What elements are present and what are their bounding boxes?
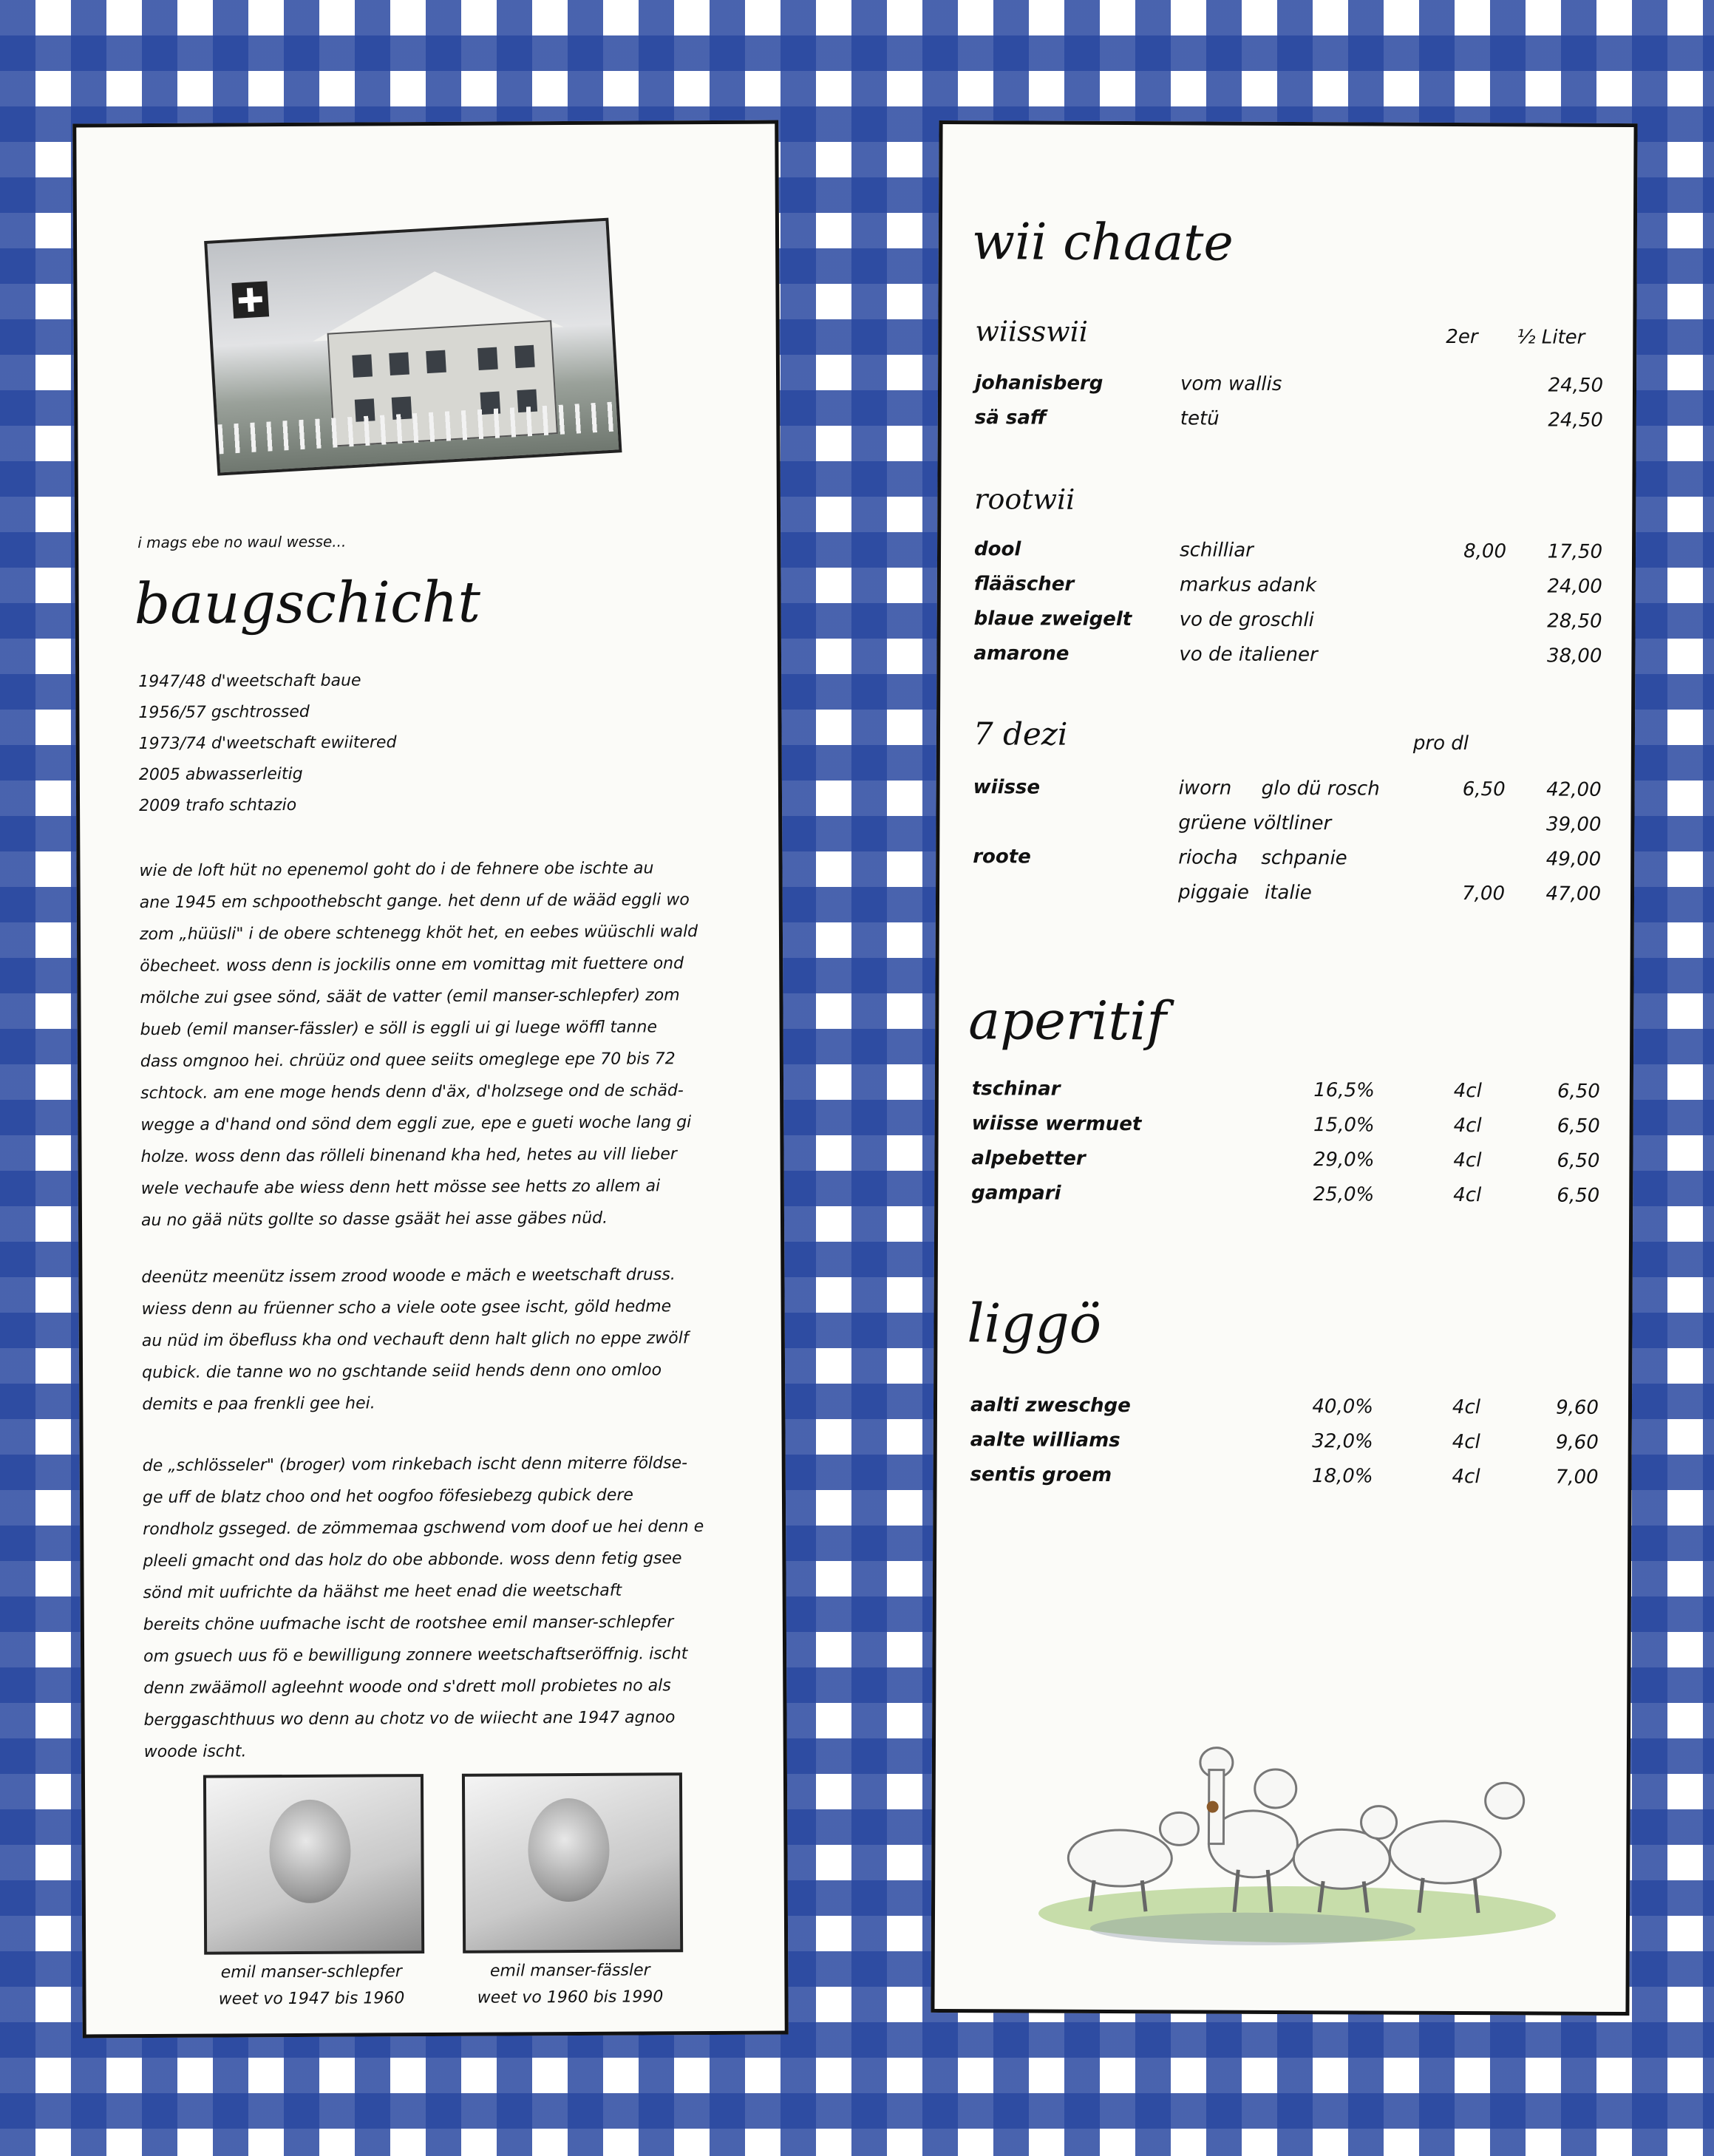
portrait-caption-1: emil manser-schlepfer weet vo 1947 bis 1960 xyxy=(218,1962,405,2009)
story-paragraph-1: wie de loft hüt no epenemol goht do i de fehnere obe ischte au ane 1945 em schpoothebscht gange. het denn uf de wääd eggli wo zom „hüüsli" i de obere schtenegg khöt het, en eebes wüüschli wald öbecheet. woss denn is jockilis onne em vomittag mit fuettere ond mölche zui gsee sönd, säät de vatter (emil manser-schlepfer) zom bueb (emil manser-fässler) e söll is eggli ui gi luege wöffl tanne dass omgnoo hei. chrüüz ond quee seiits omeglege epe 70 bis 72 schtock. am ene moge hends denn d'äx, d'holzsege ond de schäd- wegge a d'hand ond sönd dem eggli zue, epe e gueti woche lang gi holze. woss denn das rölleli binenand kha hed, hetes au vill lieber wele vechaufe abe wiess denn hett mösse see hetts zo allem ai au no gää nüts gollte so dasse gsäät hei asse gäbes nüd. xyxy=(139,859,698,1231)
menu-row: alpebetter 29,0% 4cl 6,50 xyxy=(971,1147,1600,1172)
menu-row: blaue zweigelt vo de groschli 28,50 xyxy=(973,608,1602,633)
menu-row: roote riocha schpanie 49,00 xyxy=(973,846,1602,871)
history-list xyxy=(138,664,730,822)
col-pro-dl-header: pro dl xyxy=(1412,732,1469,755)
portrait-2 xyxy=(462,1772,683,1953)
seven-dezi-title: 7 dezi xyxy=(973,715,1068,752)
menu-row: aalte williams 32,0% 4cl 9,60 xyxy=(970,1429,1599,1454)
swiss-flag-icon xyxy=(231,281,269,319)
white-wine-title: wiisswii xyxy=(975,315,1089,348)
history-item: 2005 abwasserleitig xyxy=(138,764,303,785)
col-half-liter-header: ½ Liter xyxy=(1517,326,1585,349)
history-item: 1973/74 d'weetschaft ewiitered xyxy=(138,733,397,754)
liqueur-title: liggö xyxy=(967,1292,1102,1355)
menu-row: gampari 25,0% 4cl 6,50 xyxy=(971,1182,1600,1207)
col-2er-header: 2er xyxy=(1446,325,1478,349)
goats-illustration xyxy=(1031,1718,1564,1949)
menu-row: wiisse iworn glo dü rosch 6,50 42,00 xyxy=(973,776,1602,801)
history-title: baugschicht xyxy=(134,568,481,637)
menu-row: wiisse wermuet 15,0% 4cl 6,50 xyxy=(971,1112,1600,1137)
menu-row: sentis groem 18,0% 4cl 7,00 xyxy=(970,1463,1599,1489)
menu-row: johanisberg vom wallis 24,50 xyxy=(974,372,1604,397)
history-item: 2009 trafo schtazio xyxy=(138,795,297,816)
menu-row: aalti zweschge 40,0% 4cl 9,60 xyxy=(970,1394,1599,1419)
aperitif-title: aperitif xyxy=(968,989,1167,1053)
menu-row: amarone vo de italiener 38,00 xyxy=(973,642,1602,667)
menu-row: piggaie italie 7,00 47,00 xyxy=(1177,881,1602,905)
menu-row: dool schilliar 8,00 17,50 xyxy=(973,538,1603,563)
history-item: 1947/48 d'weetschaft baue xyxy=(138,671,361,692)
red-wine-title: rootwii xyxy=(974,483,1075,516)
menu-row: sä saff tetü 24,50 xyxy=(974,407,1603,432)
story-paragraph-2: deenütz meenütz issem zrood woode e mäch e weetschaft druss. wiess denn au früenner scho a viele oote gsee ischt, göld hedme au nüd im öbefluss kha ond vechauft denn halt glich no eppe zwölf qubick. die tanne wo no gschtande seiid hends denn ono omloo demits e paa frenkli gee hei. xyxy=(141,1265,689,1415)
menu-row: grüene völtliner 39,00 xyxy=(1178,812,1602,836)
portrait-1 xyxy=(203,1774,424,1955)
wine-menu-panel xyxy=(931,120,1637,2016)
history-panel xyxy=(72,120,789,2038)
story-paragraph-3: de „schlösseler" (broger) vom rinkebach ischt denn miterre földse- ge uff de blatz choo ond het oogfoo föfesiebezg qubick dere rondholz gsseged. de zömmemaa gschwend vom doof ue hei denn e pleeli gmacht ond das holz do obe abbonde. woss denn fetig gsee sönd mit uufrichte da häähst me heet enad die weetschaft bereits chöne uufmache ischt de rootshee emil manser-schlepfer om gsuech uus fö e bewilligung zonnere weetschaftseröffnig. ischt denn zwäämoll agleehnt woode ond s'drett moll probietes no als berggaschthuus wo denn au chotz vo de wiiecht ane 1947 agnoo woode ischt. xyxy=(142,1454,704,1762)
menu-row: flääscher markus adank 24,00 xyxy=(973,573,1602,598)
menu-row: tschinar 16,5% 4cl 6,50 xyxy=(971,1078,1600,1103)
intro-text: i mags ebe no waul wesse... xyxy=(137,532,347,552)
portrait-caption-2: emil manser-fässler weet vo 1960 bis 1990 xyxy=(477,1961,664,2007)
history-item: 1956/57 gschtrossed xyxy=(138,702,310,723)
inn-photo xyxy=(204,218,622,476)
wine-menu-title: wii chaate xyxy=(971,213,1234,273)
